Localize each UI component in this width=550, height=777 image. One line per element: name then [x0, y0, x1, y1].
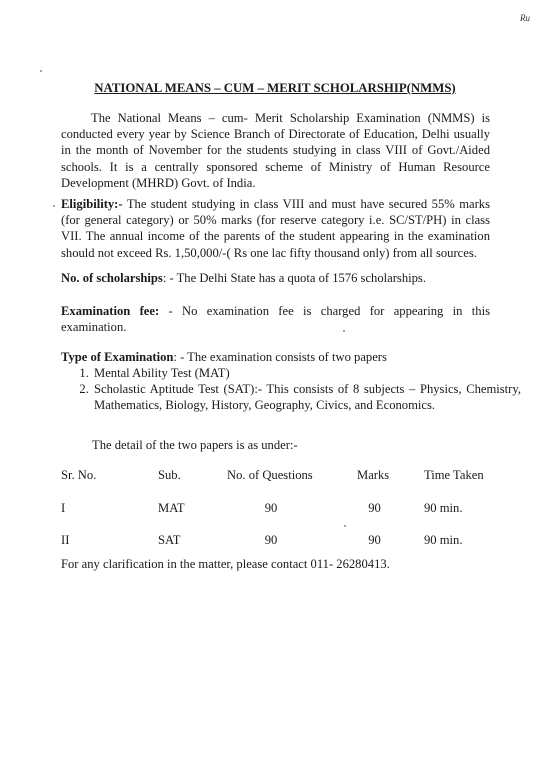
- exam-type-text: : - The examination consists of two papers: [173, 350, 387, 364]
- papers-detail-intro: The detail of the two papers is as under:-: [92, 438, 298, 452]
- scan-speck: [40, 70, 42, 72]
- header-time: Time Taken: [424, 468, 484, 482]
- header-questions: No. of Questions: [227, 468, 313, 482]
- header-subject: Sub.: [158, 468, 181, 482]
- header-marks: Marks: [357, 468, 390, 482]
- exam-type-label: Type of Examination: [61, 350, 174, 364]
- document-title: NATIONAL MEANS – CUM – MERIT SCHOLARSHIP(NMMS): [94, 81, 456, 95]
- exam-fee-text: - No examination fee is charged for appearing in this examination.: [61, 304, 490, 335]
- scholarships-paragraph: [61, 270, 490, 286]
- scan-speck: [344, 525, 346, 527]
- cell-sr-no: II: [61, 533, 70, 547]
- cell-sr-no: I: [61, 501, 66, 515]
- eligibility-label: Eligibility:-: [61, 197, 123, 211]
- cell-time: 90 min.: [424, 501, 463, 515]
- cell-marks: 90: [368, 533, 381, 547]
- header-sr-no: Sr. No.: [61, 468, 97, 482]
- cell-time: 90 min.: [424, 533, 463, 547]
- cell-subject: MAT: [158, 501, 185, 515]
- scan-speck: [53, 205, 55, 207]
- exam-fee-label: Examination fee:: [61, 304, 160, 318]
- cell-marks: 90: [368, 501, 381, 515]
- papers-list: [61, 365, 521, 414]
- list-item: 1. Mental Ability Test (MAT): [92, 365, 521, 381]
- eligibility-paragraph: [61, 196, 490, 261]
- exam-fee-paragraph: [61, 303, 490, 335]
- eligibility-text: The student studying in class VIII and must have secured 55% marks (for general category) or 50% marks (for reserve category i.e. SC/ST/PH) in class VII. The annual income of the parents of the student appearing in the examination should not exceed Rs. 1,50,000/-( Rs one lac fifty thousand only) from all sources.: [61, 197, 490, 260]
- list-item: 2. Scholastic Aptitude Test (SAT):- This consists of 8 subjects – Physics, Chemistry, Mathematics, Biology, History, Geography, Civics, and Economics.: [92, 381, 521, 413]
- exam-type-paragraph: [61, 349, 490, 365]
- scan-speck: [343, 330, 345, 332]
- intro-paragraph: The National Means – cum- Merit Scholarship Examination (NMMS) is conducted every year by Science Branch of Directorate of Education, Delhi usually in the month of November for the students studying in class VIII of Govt./Aided schools. It is a centrally sponsored scheme of Ministry of Human Resource Development (MHRD) Govt. of India.: [61, 111, 490, 190]
- cell-questions: 90: [264, 501, 278, 515]
- scholarships-text: : - The Delhi State has a quota of 1576 scholarships.: [162, 271, 426, 285]
- corner-handwritten-mark: Ru: [520, 13, 530, 23]
- contact-line: For any clarification in the matter, please contact 011- 26280413.: [61, 557, 390, 571]
- scholarships-label: No. of scholarships: [61, 271, 163, 285]
- cell-subject: SAT: [158, 533, 181, 547]
- cell-questions: 90: [264, 533, 278, 547]
